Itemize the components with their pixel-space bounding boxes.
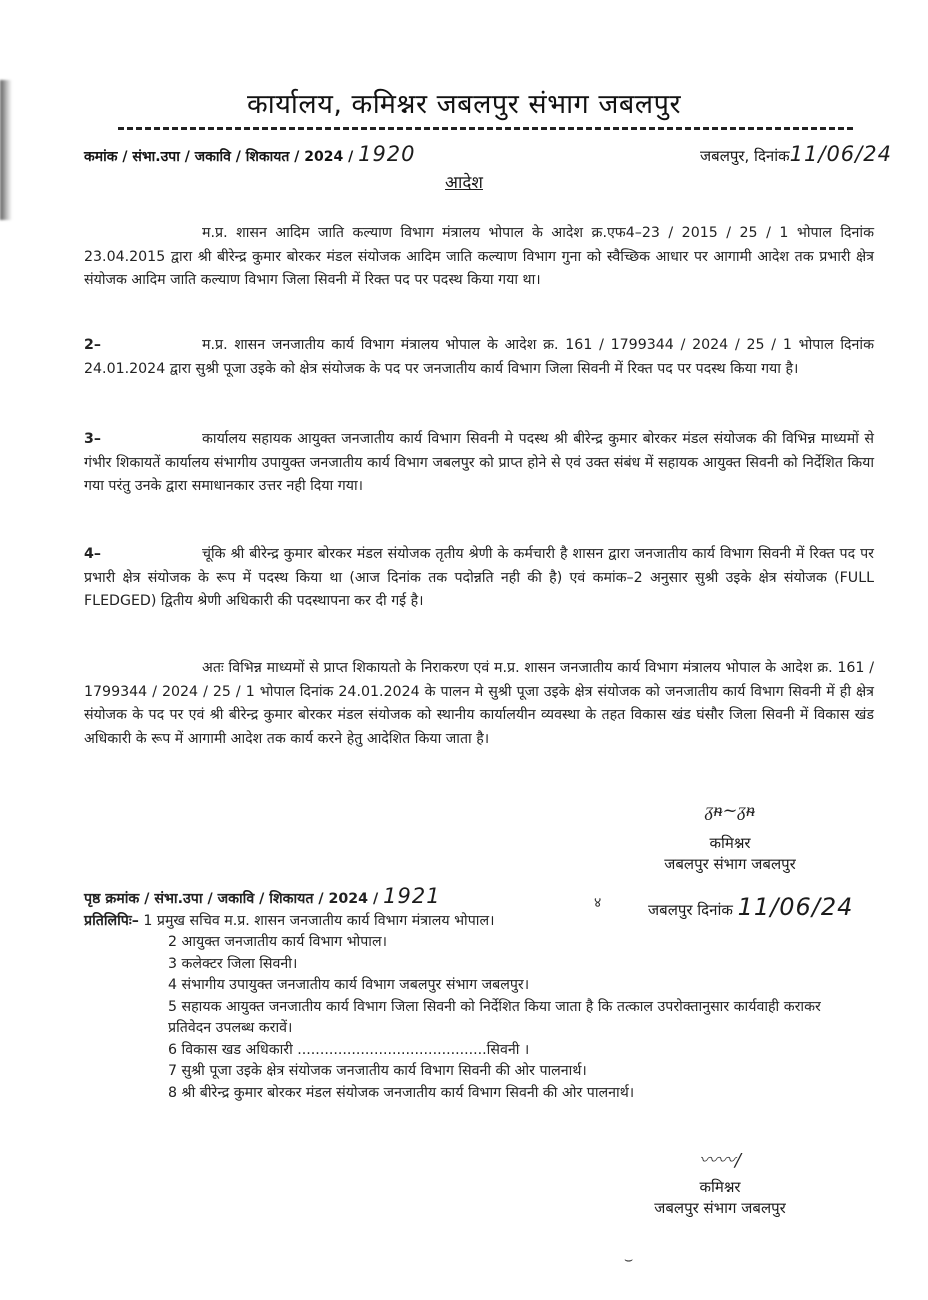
copy-item: 3 कलेक्टर जिला सिवनी। [168,955,298,972]
reference-number: 1920 [358,142,416,166]
handwritten-signature-1: ᵹᵰ~ᵹᵰ [704,800,756,821]
copy-item: 5 सहायक आयुक्त जनजातीय कार्य विभाग जिला सिवनी को निर्देशित किया जाता है कि तत्काल उपरोक्तानुसार कार्यवाही कराकर प्रतिवेदन उपलब्ध करावें। [168,998,821,1036]
paragraph-5 [84,657,874,751]
signature-block-2 [620,1150,820,1219]
copy-item: 4 संभागीय उपायुक्त जनजातीय कार्य विभाग जबलपुर संभाग जबलपुर। [168,977,530,993]
order-heading: आदेश [445,173,483,193]
signatory-office: जबलपुर संभाग जबलपुर [654,1199,786,1217]
copy-item: 7 सुश्री पूजा उइके क्षेत्र संयोजक जनजातीय कार्य विभाग सिवनी की ओर पालनार्थ। [168,1063,587,1079]
reference-prefix: कमांक / संभा.उपा / जकावि / शिकायत / 2024 / [84,149,354,165]
handwritten-signature-2: 〰〰/ [698,1150,742,1171]
signatory-designation: कमिश्नर [699,1178,741,1196]
copy-item: 6 विकास खड अधिकारी ..........................................सिवनी । [168,1041,530,1058]
paragraph-text: चूंकि श्री बीरेन्द्र कुमार बोरकर मंडल संयोजक तृतीय श्रेणी के कर्मचारी है शासन द्वारा जनजातीय कार्य विभाग सिवनी में रिक्त पद पर प्रभारी क्षेत्र संयोजक के रूप में पदस्थ किया था (आज दिनांक तक पदोन्नति नही की है) एवं कमांक–2 अनुसार सुश्री उइके क्षेत्र संयोजक (FULL FLEDGED) द्वितीय श्रेणी अधिकारी की पदस्थापना कर दी गई है। [84,546,874,609]
paragraph-2 [84,334,874,381]
paragraph-1 [84,222,874,293]
endorsement-reference [84,886,884,911]
paragraph-text: अतः विभिन्न माध्यमों से प्राप्त शिकायतो के निराकरण एवं म.प्र. शासन जनजातीय कार्य विभाग मंत्रालय भोपाल के आदेश क्र. 161 / 1799344 / 2024 / 25 / 1 भोपाल दिनांक 24.01.2024 के पालन मे सुश्री पूजा उइके क्षेत्र संयोजक को जनजातीय कार्य विभाग सिवनी में ही क्षेत्र संयोजक के पद पर एवं श्री बीरेन्द्र कुमार बोरकर मंडल संयोजक को स्थानीय कार्यालयीन व्यवस्था के तहत विकास खंड घंसौर जिला सिवनी में विकास खंड अधिकारी के रूप में आगामी आदेश तक कार्य करने हेतु आदेशित किया जाता है। [84,660,874,747]
dashed-divider [118,127,853,130]
paragraph-number: 4– [84,546,101,562]
date-prefix: जबलपुर, दिनांक [700,147,790,165]
copy-item: 8 श्री बीरेन्द्र कुमार बोरकर मंडल संयोजक जनजातीय कार्य विभाग सिवनी की ओर पालनार्थ। [168,1084,635,1101]
date-handwritten: 11/06/24 [789,142,892,166]
office-title: कार्यालय, कमिश्नर जबलपुर संभाग जबलपुर [247,89,681,120]
paragraph-text: म.प्र. शासन जनजातीय कार्य विभाग मंत्रालय भोपाल के आदेश क्र. 161 / 1799344 / 2024 / 25 / 1 भोपाल दिनांक 24.01.2024 द्वारा सुश्री पूजा उइके को क्षेत्र संयोजक के पद पर जनजातीय कार्य विभाग जिला सिवनी में रिक्त पद पर पदस्थ किया गया है। [84,337,874,377]
paragraph-4 [84,543,874,614]
paragraph-3 [84,428,874,499]
copy-text: 1 प्रमुख सचिव म.प्र. शासन जनजातीय कार्य विभाग मंत्रालय भोपाल। [143,912,495,929]
endorsement-reference-prefix: पृष्ठ क्रमांक / संभा.उपा / जकावि / शिकायत / 2024 / [84,891,379,907]
signatory-office: जबलपुर संभाग जबलपुर [664,855,796,873]
handwritten-mark: ४ [594,895,602,911]
date-line [700,142,892,166]
paragraph-number: 3– [84,431,101,447]
endorsement-reference-number: 1921 [383,884,441,908]
endorsement-date-prefix: जबलपुर दिनांक [648,901,733,919]
copy-item: 2 आयुक्त जनजातीय कार्य विभाग भोपाल। [168,934,387,950]
reference-line [84,142,416,166]
copy-item [84,911,884,933]
paragraph-number: 2– [84,337,101,353]
signatory-designation: कमिश्नर [709,834,751,852]
paragraph-text: म.प्र. शासन आदिम जाति कल्याण विभाग मंत्रालय भोपाल के आदेश क्र.एफ4–23 / 2015 / 25 / 1 भोपाल दिनांक 23.04.2015 द्वारा श्री बीरेन्द्र कुमार बोरकर मंडल संयोजक आदिम जाति कल्याण विभाग गुना को स्वैच्छिक आधार पर आगामी आदेश तक प्रभारी क्षेत्र संयोजक आदिम जाति कल्याण विभाग जिला सिवनी में रिक्त पद पर पदस्थ किया गया था। [84,225,874,288]
paragraph-text: कार्यालय सहायक आयुक्त जनजातीय कार्य विभाग सिवनी मे पदस्थ श्री बीरेन्द्र कुमार बोरकर मंडल संयोजक की विभिन्न माध्यमों से गंभीर शिकायतें कार्यालय संभागीय उपायुक्त जनजातीय कार्य विभाग जबलपुर को प्राप्त होने से एवं उक्त संबंध में सहायक आयुक्त सिवनी को निर्देशित किया गया परंतु उनके द्वारा समाधानकार उत्तर नही दिया गया। [84,431,874,494]
copy-label: प्रतिलिपिः– [84,912,139,929]
endorsement-section [84,886,884,1104]
endorsement-date-handwritten: 11/06/24 [737,893,854,921]
tick-mark: ⌣ [624,1252,634,1268]
signature-block-1 [640,800,820,875]
